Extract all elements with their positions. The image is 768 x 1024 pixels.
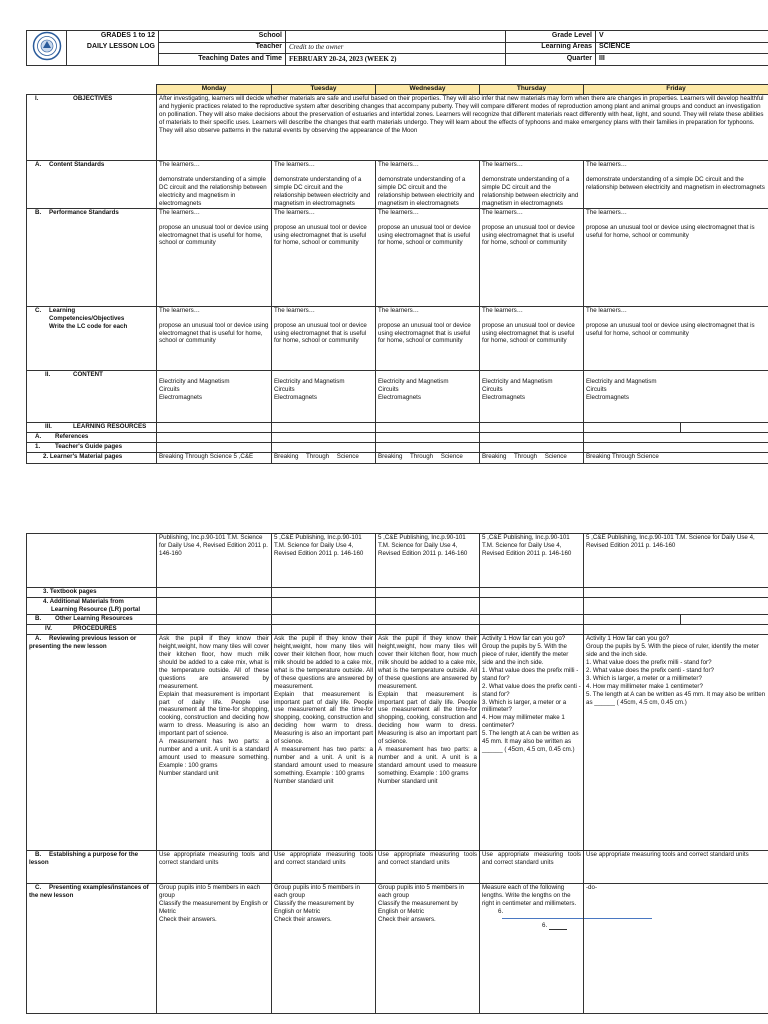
ps-lead: The learners… <box>482 208 523 216</box>
proc-a-thu-text: Group the pupils by 5. With the piece of ruler, identify the meter side and the inch side. <box>482 642 569 666</box>
ps-label: Performance Standards <box>49 208 119 216</box>
lm-cont-thursday: 5 ,C&E Publishing, Inc.p.90-101 T.M. Science for Daily Use 4, Revised Edition 2011 p. 146-160 <box>480 534 584 588</box>
proc-a-fri-text: 5. The length at A can be written as 45 mm. It may also be written as ______ ( 45cm, 4.5 cm, 0.45 cm.) <box>586 690 766 706</box>
proc-a-thu-text: 4. How may millimeter make 1 centimeter? <box>482 714 565 730</box>
lesson-table-2 <box>26 533 768 1014</box>
proc-a-fri-text: 2. What value does the prefix centi - stand for? <box>586 666 714 674</box>
proc-a-thu-text: 1. What value does the prefix milli - stand for? <box>482 666 579 682</box>
procedure-b-row <box>27 851 768 884</box>
proc-c-text-1: Group pupils into 5 members in each group <box>378 884 464 899</box>
proc-c-text-2: Classify the measurement by English or Metric <box>378 899 458 915</box>
cs-text: demonstrate understanding of a simple DC circuit and the relationship between electricity and magnetism in electromagnets <box>586 175 765 191</box>
ref-label: References <box>55 432 89 440</box>
references-row <box>27 432 768 442</box>
quarter-value: III <box>596 54 768 66</box>
ps-lead: The learners… <box>586 208 627 216</box>
lc-num: C. <box>35 306 42 314</box>
content-line-1: Electricity and Magnetism <box>159 377 230 385</box>
learning-areas-label: Learning Areas <box>506 42 596 54</box>
ps-text: propose an unusual tool or device using electromagnet that is useful for home, school or community <box>482 223 575 247</box>
proc-c-friday: -do- <box>584 884 768 1014</box>
cs-text: demonstrate understanding of a simple DC circuit and the relationship between electricity and magnetism in electromagnets <box>274 175 371 207</box>
proc-a-thu-text: 5. The length at A can be written as 45 mm. It may also be written as ______ ( 45cm, 4.5 cm, 0.45 cm.) <box>482 730 579 754</box>
objectives-row <box>27 94 768 160</box>
other-resources-row <box>27 615 768 625</box>
school-value <box>286 31 506 43</box>
lm-cont-tuesday: 5 ,C&E Publishing, Inc.p.90-101 T.M. Science for Daily Use 4, Revised Edition 2011 p. 146-160 <box>272 534 376 588</box>
proc-a-text: Ask the pupil if they know their height,weight, how many tiles will cover their kitchen floor, how much milk should be added to a cake mix, what is the temperature outside. All of these questions are answered by measurement. <box>274 635 373 690</box>
lm-cont-friday: 5 ,C&E Publishing, Inc.p.90-101 T.M. Science for Daily Use 4, Revised Edition 2011 p. 146-160 <box>584 534 768 588</box>
lr-label: LEARNING RESOURCES <box>73 422 147 430</box>
deped-seal-logo <box>27 31 67 66</box>
teachers-guide-row <box>27 442 768 452</box>
lc-lead: The learners… <box>274 306 315 314</box>
lc-lead: The learners… <box>378 306 419 314</box>
proc-a-thu-text: 3. Which is larger, a meter or a millimeter? <box>482 698 567 714</box>
content-standards-label: Content Standards <box>49 160 105 168</box>
objectives-label: OBJECTIVES <box>73 94 113 102</box>
learners-material-row <box>27 452 768 463</box>
proc-b-label: Establishing a purpose for the lesson <box>29 851 139 866</box>
objectives-text: After investigating, learners will decide whether materials are safe and useful based on their properties. They will also infer that new materials may form when there are changes in properties. Learners will develop healthful and hygienic practices related to the reproductive system after describing changes that accompany puberty. They will compare different modes of reproduction among plant and animal groups and conduct an investigation on pollination. They will also make decisions about the preservation of estuaries and intertidal zones. Learners will recognize that different materials react differently with heat, light, and sound. They will relate these abilities of materials to their specific uses. Learners will describe the changes that earth materials undergo. They will learn about the effects of typhoons and make emergency plans with their families in preparation for typhoons. They will also observe patterns in the natural events by observing the appearance of the Moon <box>157 94 768 160</box>
performance-standards-row <box>27 208 768 306</box>
ps-lead: The learners… <box>159 208 200 216</box>
day-friday: Friday <box>584 84 768 94</box>
proc-a-text: A measurement has two parts: a number and a unit. A unit is a standard amount used to measure something. Example : 100 grams <box>274 746 373 777</box>
proc-num: IV. <box>45 625 52 632</box>
proc-a-thu-text: Activity 1 How far can you go? <box>482 635 566 642</box>
answer-blank <box>549 923 567 930</box>
content-line-2: Circuits <box>159 385 180 393</box>
proc-c-label: Presenting examples/instances of the new lesson <box>29 884 149 899</box>
teacher-label: Teacher <box>159 42 286 54</box>
content-line-1: Electricity and Magnetism <box>482 377 553 385</box>
lc-label-1: Learning <box>49 306 76 314</box>
content-line-3: Electromagnets <box>586 393 629 401</box>
day-wednesday: Wednesday <box>376 84 480 94</box>
ref-num: A. <box>35 432 42 440</box>
proc-c-thursday-text: Measure each of the following lengths. Write the lengths on the right in centimeter and millimeters. <box>482 884 577 907</box>
proc-a-fri-text: 1. What value does the prefix milli - stand for? <box>586 658 712 666</box>
proc-a-text: Ask the pupil if they know their height,weight, how many tiles will cover their kitchen floor, how much milk should be added to a cake mix, what is the temperature outside. All of these questions are answered by measurement. <box>159 635 269 690</box>
other-num: B. <box>35 615 42 622</box>
learners-material-continued-row <box>27 534 768 588</box>
proc-a-wednesday <box>376 635 480 851</box>
quarter-label: Quarter <box>506 54 596 66</box>
competencies-row <box>27 306 768 370</box>
lc-lead: The learners… <box>482 306 523 314</box>
procedure-a-row <box>27 635 768 851</box>
lm-label: 2. Learner's Material pages <box>27 452 157 463</box>
lm-tuesday: Breaking Through Science <box>272 452 376 463</box>
ps-text: propose an unusual tool or device using electromagnet that is useful for home, school or community <box>586 223 755 239</box>
proc-c-text-3: Check their answers. <box>159 915 217 923</box>
content-line-3: Electromagnets <box>378 393 421 401</box>
proc-c-text-1: Group pupils into 5 members in each group <box>159 884 261 899</box>
proc-c-text-2: Classify the measurement by English or Metric <box>159 899 269 915</box>
lm-monday: Breaking Through Science 5 ,C&E <box>157 452 272 463</box>
procedures-row <box>27 625 768 635</box>
cs-lead: The learners… <box>159 160 200 168</box>
lm-cont-monday: Publishing, Inc.p.90-101 T.M. Science for Daily Use 4, Revised Edition 2011 p. 146-160 <box>157 534 272 588</box>
proc-b-monday: Use appropriate measuring tools and correct standard units <box>157 851 272 884</box>
day-monday: Monday <box>157 84 272 94</box>
content-line-1: Electricity and Magnetism <box>586 377 657 385</box>
proc-a-text: A measurement has two parts: a number and a unit. A unit is a standard amount used to measure something. Example : 100 grams <box>378 746 477 777</box>
content-line-3: Electromagnets <box>274 393 317 401</box>
procedure-c-row <box>27 884 768 1014</box>
proc-a-fri-text: Activity 1 How far can you go? <box>586 635 670 642</box>
lesson-log-part-1 <box>26 30 768 464</box>
dates-value: FEBRUARY 20-24, 2023 (WEEK 2) <box>286 54 506 66</box>
title-line-1: GRADES 1 to 12 <box>67 31 159 43</box>
lc-text: propose an unusual tool or device using electromagnet that is useful for home, school or community <box>274 321 367 345</box>
proc-a-friday <box>584 635 768 851</box>
cs-text: demonstrate understanding of a simple DC circuit and the relationship between electricity and magnetism in electromagnets <box>482 175 579 207</box>
proc-a-text: Ask the pupil if they know their height,weight, how many tiles will cover their kitchen floor, how much milk should be added to a cake mix, what is the temperature outside. All of these questions are answered by measurement. <box>378 635 477 690</box>
additional-materials-row <box>27 598 768 615</box>
content-num: II. <box>45 370 51 378</box>
grade-level-label: Grade Level <box>506 31 596 43</box>
proc-a-fri-text: Group the pupils by 5. With the piece of ruler, identify the meter side and the inch side. <box>586 642 759 658</box>
content-line-1: Electricity and Magnetism <box>378 377 449 385</box>
lc-text: propose an unusual tool or device using electromagnet that is useful for home, school or community <box>482 321 575 345</box>
content-line-3: Electromagnets <box>482 393 525 401</box>
additional-label-1: 4. Additional Materials from <box>43 598 124 605</box>
school-label: School <box>159 31 286 43</box>
proc-a-text: Number standard unit <box>159 769 219 777</box>
content-standards-row <box>27 160 768 208</box>
cs-lead: The learners… <box>482 160 523 168</box>
lc-text: propose an unusual tool or device using electromagnet that is useful for home, school or community <box>586 321 755 337</box>
proc-c-thursday-item-6: 6. <box>498 907 504 915</box>
content-line-2: Circuits <box>274 385 295 393</box>
proc-a-fri-text: 3. Which is larger, a meter or a millimeter? <box>586 674 702 682</box>
lesson-log-part-2 <box>26 533 768 1014</box>
proc-c-text-1: Group pupils into 5 members in each group <box>274 884 360 899</box>
day-header-row <box>27 84 768 94</box>
content-line-1: Electricity and Magnetism <box>274 377 345 385</box>
cs-lead: The learners… <box>274 160 315 168</box>
ps-text: propose an unusual tool or device using electromagnet that is useful for home, school or community <box>159 223 269 247</box>
lesson-table-1 <box>26 84 768 464</box>
proc-c-text-3: Check their answers. <box>378 915 436 923</box>
proc-b-friday: Use appropriate measuring tools and correct standard units <box>584 851 768 884</box>
grade-level-value: V <box>596 31 768 43</box>
tg-num: 1. <box>35 442 41 450</box>
proc-c-text-2: Classify the measurement by English or Metric <box>274 899 354 915</box>
proc-a-thu-text: 2. What value does the prefix centi - stand for? <box>482 682 581 698</box>
ps-text: propose an unusual tool or device using electromagnet that is useful for home, school or community <box>274 223 367 247</box>
content-standards-num: A. <box>35 160 42 168</box>
additional-label-2: Learning Resource (LR) portal <box>51 605 141 613</box>
cs-text: demonstrate understanding of a simple DC circuit and the relationship between electricity and magnetism in electromagnets <box>159 175 267 207</box>
lm-thursday: Breaking Through Science <box>480 452 584 463</box>
content-line-2: Circuits <box>586 385 607 393</box>
lc-text: propose an unusual tool or device using electromagnet that is useful for home, school or community <box>378 321 471 345</box>
proc-a-thursday <box>480 635 584 851</box>
header-table <box>26 30 768 66</box>
proc-b-wednesday: Use appropriate measuring tools and correct standard units <box>376 851 480 884</box>
content-label: CONTENT <box>73 370 103 378</box>
proc-a-text: Explain that measurement is important part of daily life. People use measurement all the time-for shopping, cooking, construction and deciding how warm to dress. Measuring is also an important part of science. <box>378 690 477 746</box>
proc-a-text: Number standard unit <box>274 777 334 785</box>
proc-a-text: Explain that measurement is important part of daily life. People use measurement all the time-for shopping, cooking, construction and deciding how warm to dress. Measuring is also an important part of science. <box>274 690 373 746</box>
lc-label-3: Write the LC code for each <box>49 322 128 330</box>
proc-c-num: C. <box>35 884 42 891</box>
proc-a-label: Reviewing previous lesson or presenting the new lesson <box>29 635 137 650</box>
content-line-2: Circuits <box>482 385 503 393</box>
proc-c-thursday-item-6b: 6. <box>542 921 548 929</box>
title-line-2: DAILY LESSON LOG <box>67 42 159 54</box>
proc-b-num: B. <box>35 851 42 858</box>
cs-lead: The learners… <box>378 160 419 168</box>
lm-friday: Breaking Through Science <box>584 452 768 463</box>
ps-lead: The learners… <box>378 208 419 216</box>
proc-b-thursday: Use appropriate measuring tools and correct standard units <box>480 851 584 884</box>
lc-text: propose an unusual tool or device using electromagnet that is useful for home, school or community <box>159 321 269 345</box>
proc-a-text: A measurement has two parts: a number and a unit. A unit is a standard amount used to measure something. Example : 100 grams <box>159 738 269 769</box>
teacher-value: Credit to the owner <box>286 42 506 54</box>
day-tuesday: Tuesday <box>272 84 376 94</box>
learning-resources-row <box>27 422 768 432</box>
lc-lead: The learners… <box>586 306 627 314</box>
proc-a-text: Number standard unit <box>378 777 438 785</box>
cs-lead: The learners… <box>586 160 627 168</box>
tg-label: Teacher's Guide pages <box>55 442 123 450</box>
content-line-3: Electromagnets <box>159 393 202 401</box>
lm-wednesday: Breaking Through Science <box>376 452 480 463</box>
proc-a-monday <box>157 635 272 851</box>
ps-text: propose an unusual tool or device using electromagnet that is useful for home, school or community <box>378 223 471 247</box>
lc-label-2: Competencies/Objectives <box>49 314 125 322</box>
proc-a-num: A. <box>35 635 42 642</box>
objectives-num: I. <box>35 94 39 102</box>
proc-c-text-3: Check their answers. <box>274 915 332 923</box>
day-thursday: Thursday <box>480 84 584 94</box>
dates-label: Teaching Dates and Time <box>159 54 286 66</box>
lr-num: III. <box>45 422 52 430</box>
lm-cont-wednesday: 5 ,C&E Publishing, Inc.p.90-101 T.M. Science for Daily Use 4, Revised Edition 2011 p. 146-160 <box>376 534 480 588</box>
proc-a-fri-text: 4. How may millimeter make 1 centimeter? <box>586 682 703 690</box>
proc-a-tuesday <box>272 635 376 851</box>
textbook-label: 3. Textbook pages <box>27 588 157 598</box>
content-line-2: Circuits <box>378 385 399 393</box>
learning-areas-value: SCIENCE <box>596 42 768 54</box>
proc-b-tuesday: Use appropriate measuring tools and correct standard units <box>272 851 376 884</box>
other-label: Other Learning Resources <box>55 615 133 622</box>
ps-lead: The learners… <box>274 208 315 216</box>
ps-num: B. <box>35 208 42 216</box>
proc-label: PROCEDURES <box>73 625 117 632</box>
lc-lead: The learners… <box>159 306 200 314</box>
textbook-row <box>27 588 768 598</box>
content-row <box>27 370 768 422</box>
cs-text: demonstrate understanding of a simple DC circuit and the relationship between electricity and magnetism in electromagnets <box>378 175 475 207</box>
proc-a-text: Explain that measurement is important part of daily life. People use measurement all the time-for shopping, cooking, construction and deciding how warm to dress. Measuring is also an important part of science. <box>159 690 269 738</box>
